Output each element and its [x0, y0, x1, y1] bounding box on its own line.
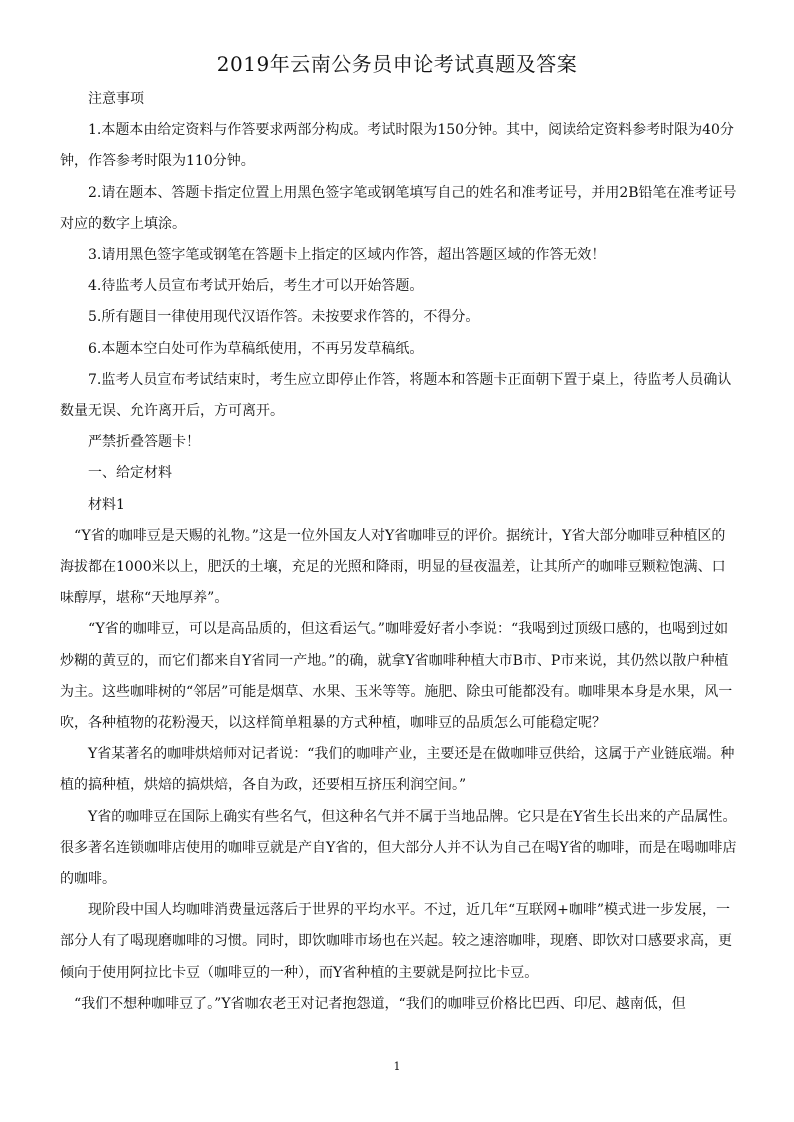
section-heading: 一、给定材料: [88, 465, 172, 482]
notice-item: 5.所有题目一律使用现代汉语作答。未按要求作答的，不得分。: [88, 309, 480, 326]
page-number: 1: [393, 1060, 401, 1073]
material-paragraph: “Y省的咖啡豆，可以是高品质的，但这看运气。”咖啡爱好者小李说：“我喝到过顶级口感的，也喝到过如炒糊的黄豆的，而它们都来自Y省同一产地。”的确，就拿Y省咖啡种植大市B市、P市来说，其仍然以散户种植为主。这些咖啡树的“邻居”可能是烟草、水果、玉米等等。施肥、除虫可能都没有。咖啡果本身是水果，风一吹，各种植物的花粉漫天，以这样简单粗暴的方式种植，咖啡豆的品质怎么可能稳定呢？: [60, 621, 733, 732]
material-paragraph: “Y省的咖啡豆是天赐的礼物。”这是一位外国友人对Y省咖啡豆的评价。据统计，Y省大部分咖啡豆种植区的海拔都在1000米以上，肥沃的土壤，充足的光照和降雨，明显的昼夜温差，让其所产的咖啡豆颗粒饱满、口味醇厚，堪称“天地厚养”。: [60, 527, 726, 607]
notice-heading: 注意事项: [88, 91, 144, 107]
material-paragraph: Y省的咖啡豆在国际上确实有些名气，但这种名气并不属于当地品牌。它只是在Y省生长出来的产品属性。很多著名连锁咖啡店使用的咖啡豆就是产自Y省的，但大部分人并不认为自己在喝Y省的咖啡，而是在喝咖啡店的咖啡。: [60, 808, 737, 888]
notice-item: 1.本题本由给定资料与作答要求两部分构成。考试时限为150分钟。其中，阅读给定资料参考时限为40分钟，作答参考时限为110分钟。: [60, 122, 734, 170]
warning-text: 严禁折叠答题卡！: [88, 434, 200, 451]
notice-item: 7.监考人员宣布考试结束时，考生应立即停止作答，将题本和答题卡正面朝下置于桌上，待监考人员确认数量无误、允许离开后，方可离开。: [60, 371, 732, 420]
document-body: [60, 84, 738, 1020]
page-title: 2019年云南公务员申论考试真题及答案: [216, 52, 578, 76]
material-heading: 材料1: [88, 496, 125, 513]
notice-item: 6.本题本空白处可作为草稿纸使用，不再另发草稿纸。: [88, 340, 424, 357]
material-paragraph: Y省某著名的咖啡烘焙师对记者说：“我们的咖啡产业，主要还是在做咖啡豆供给，这属于产业链底端。种植的搞种植，烘焙的搞烘焙，各自为政，还要相互挤压利润空间。”: [60, 746, 735, 794]
material-paragraph: 现阶段中国人均咖啡消费量远落后于世界的平均水平。不过，近几年“互联网+咖啡”模式进一步发展，一部分人有了喝现磨咖啡的习惯。同时，即饮咖啡市场也在兴起。较之速溶咖啡，现磨、即饮对口感要求高，更倾向于使用阿拉比卡豆（咖啡豆的一种），而Y省种植的主要就是阿拉比卡豆。: [60, 902, 732, 981]
material-paragraph: “我们不想种咖啡豆了。”Y省咖农老王对记者抱怨道，“我们的咖啡豆价格比巴西、印尼、越南低，但: [74, 995, 686, 1012]
notice-item: 4.待监考人员宣布考试开始后，考生才可以开始答题。: [88, 278, 424, 295]
notice-item: 3.请用黑色签字笔或钢笔在答题卡上指定的区域内作答，超出答题区域的作答无效！: [88, 247, 606, 264]
notice-item: 2.请在题本、答题卡指定位置上用黑色签字笔或钢笔填写自己的姓名和准考证号，并用2B铅笔在准考证号对应的数字上填涂。: [60, 184, 737, 232]
